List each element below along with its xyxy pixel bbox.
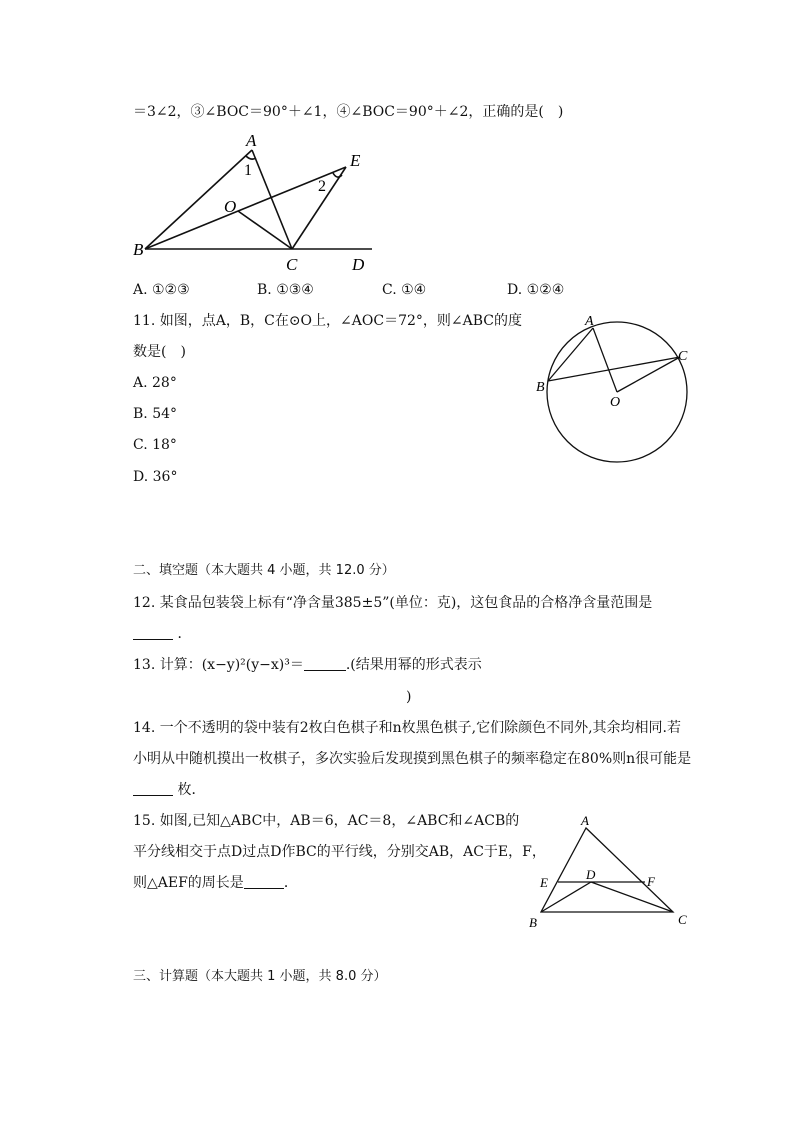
q14-statement-line1: 14. 一个不透明的袋中装有2枚白色棋子和n枚黑色棋子,它们除颜色不同外,其余均相同.若 bbox=[133, 720, 681, 736]
q15-label-d: D bbox=[586, 867, 596, 882]
q10-angle1-label: 1 bbox=[244, 162, 252, 179]
q10-option-a[interactable]: A. ①②③ bbox=[133, 282, 190, 298]
q15-period: ． bbox=[283, 875, 298, 891]
q11-option-c[interactable]: C. 18° bbox=[133, 437, 177, 453]
q12-period: ． bbox=[177, 626, 192, 642]
q15-statement-line2: 平分线相交于点D过点D作BC的平行线，分别交AB，AC于E，F， bbox=[133, 844, 546, 860]
q11-option-a[interactable]: A. 28° bbox=[133, 375, 177, 391]
q10-option-b[interactable]: B. ①③④ bbox=[257, 282, 314, 298]
q10-label-e: E bbox=[350, 151, 361, 170]
q15-statement-line1: 15. 如图,已知△ABC中，AB＝6，AC＝8，∠ABC和∠ACB的 bbox=[133, 813, 520, 829]
q14-answer-blank[interactable] bbox=[133, 781, 173, 796]
q10-angle2-label: 2 bbox=[318, 178, 326, 195]
q11-label-c: C bbox=[678, 349, 688, 364]
q15-figure bbox=[525, 810, 700, 935]
q10-label-d: D bbox=[352, 255, 365, 274]
q12-statement: 12. 某食品包装袋上标有“净含量385±5”(单位：克)，这包食品的合格净含量范围是 bbox=[133, 595, 653, 611]
q15-label-e: E bbox=[540, 875, 548, 890]
q10-option-c[interactable]: C. ①④ bbox=[382, 282, 427, 298]
q10-label-c: C bbox=[286, 255, 298, 274]
q15-label-f: F bbox=[647, 874, 655, 889]
q13-close-paren: ) bbox=[406, 689, 412, 705]
q14-statement-line2: 小明从中随机摸出一枚棋子，多次实验后发现摸到黑色棋子的频率稳定在80%则n很可能是 bbox=[133, 751, 692, 767]
section-3-heading: 三、计算题（本大题共 1 小题，共 8.0 分） bbox=[133, 969, 387, 984]
q10-label-a: A bbox=[246, 131, 257, 150]
q11-statement-line2: 数是( ) bbox=[133, 344, 186, 360]
q14-unit: 枚． bbox=[177, 782, 206, 798]
q10-label-o: O bbox=[224, 197, 237, 216]
q11-statement-line1: 11. 如图，点A，B，C在⊙O上，∠AOC＝72°，则∠ABC的度 bbox=[133, 313, 522, 329]
q10-statement-tail: ＝3∠2，③∠BOC＝90°＋∠1，④∠BOC＝90°＋∠2，正确的是( ) bbox=[133, 104, 564, 120]
q11-label-a: A bbox=[585, 314, 594, 329]
q15-label-b: B bbox=[529, 915, 537, 930]
q13-prefix: 13. 计算：(x−y)²(y−x)³＝ bbox=[133, 657, 304, 673]
q11-option-b[interactable]: B. 54° bbox=[133, 406, 178, 422]
q11-option-d[interactable]: D. 36° bbox=[133, 469, 178, 485]
q15-label-a: A bbox=[581, 813, 589, 828]
q15-answer-blank[interactable] bbox=[244, 874, 284, 889]
q10-option-d[interactable]: D. ①②④ bbox=[507, 282, 565, 298]
q13-answer-blank[interactable] bbox=[304, 656, 346, 671]
q10-figure bbox=[128, 128, 378, 276]
q11-label-o: O bbox=[610, 395, 621, 410]
q13-statement bbox=[133, 655, 482, 675]
q10-label-b: B bbox=[133, 240, 144, 259]
q13-suffix: .(结果用幂的形式表示 bbox=[345, 657, 482, 673]
q15-label-c: C bbox=[678, 912, 687, 927]
section-2-heading: 二、填空题（本大题共 4 小题，共 12.0 分） bbox=[133, 563, 395, 578]
q11-figure bbox=[530, 308, 700, 468]
q14-answer-line bbox=[133, 780, 205, 800]
q12-answer-blank[interactable] bbox=[133, 625, 173, 640]
q11-label-b: B bbox=[536, 380, 545, 395]
q15-statement-line3 bbox=[133, 873, 298, 893]
q12-answer-line bbox=[133, 624, 191, 644]
q15-prefix: 则△AEF的周长是 bbox=[133, 875, 244, 891]
